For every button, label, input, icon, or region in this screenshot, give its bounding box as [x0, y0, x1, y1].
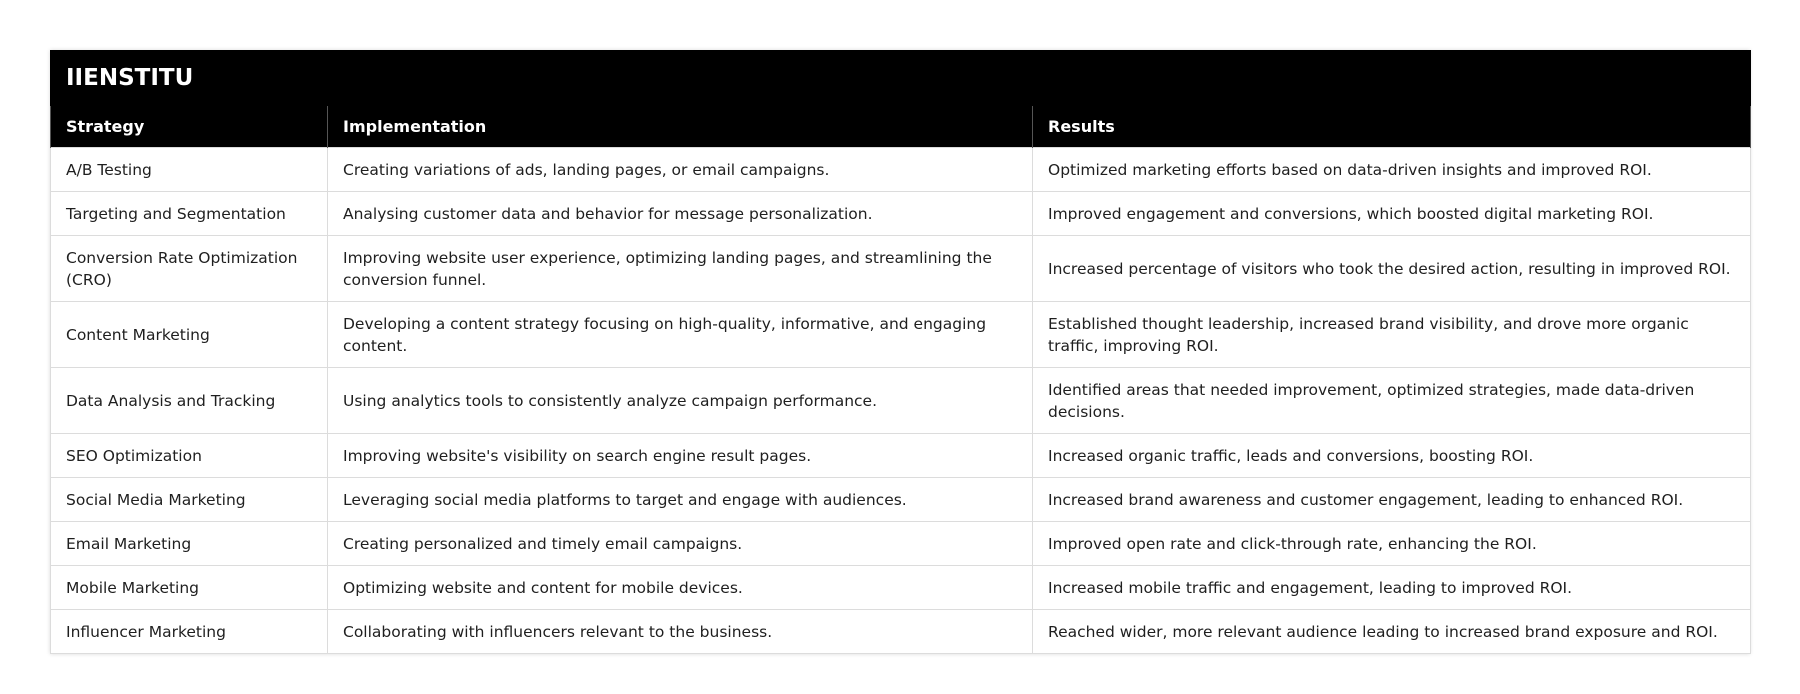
implementation-cell: Improving website user experience, optimizing landing pages, and streamlining the conversion funnel. [328, 236, 1033, 302]
column-header-results: Results [1033, 106, 1751, 148]
strategy-cell: Influencer Marketing [51, 610, 328, 654]
implementation-cell: Developing a content strategy focusing on high-quality, informative, and engaging content. [328, 302, 1033, 368]
implementation-cell: Collaborating with influencers relevant to the business. [328, 610, 1033, 654]
strategy-cell: Email Marketing [51, 522, 328, 566]
results-cell: Increased brand awareness and customer engagement, leading to enhanced ROI. [1033, 478, 1751, 522]
implementation-cell: Improving website's visibility on search engine result pages. [328, 434, 1033, 478]
results-cell: Increased percentage of visitors who took the desired action, resulting in improved ROI. [1033, 236, 1751, 302]
results-cell: Improved open rate and click-through rate, enhancing the ROI. [1033, 522, 1751, 566]
implementation-cell: Analysing customer data and behavior for message personalization. [328, 192, 1033, 236]
implementation-cell: Using analytics tools to consistently analyze campaign performance. [328, 368, 1033, 434]
results-cell: Increased mobile traffic and engagement, leading to improved ROI. [1033, 566, 1751, 610]
results-cell: Reached wider, more relevant audience leading to increased brand exposure and ROI. [1033, 610, 1751, 654]
strategy-cell: Social Media Marketing [51, 478, 328, 522]
implementation-cell: Optimizing website and content for mobile devices. [328, 566, 1033, 610]
results-cell: Improved engagement and conversions, which boosted digital marketing ROI. [1033, 192, 1751, 236]
table-row [51, 610, 1751, 654]
column-header-strategy: Strategy [51, 106, 328, 148]
table-title-row [51, 51, 1751, 106]
table-row [51, 522, 1751, 566]
implementation-cell: Creating variations of ads, landing pages, or email campaigns. [328, 148, 1033, 192]
strategy-cell: Data Analysis and Tracking [51, 368, 328, 434]
table-row [51, 566, 1751, 610]
strategy-cell: Conversion Rate Optimization (CRO) [51, 236, 328, 302]
results-cell: Identified areas that needed improvement, optimized strategies, made data-driven decisions. [1033, 368, 1751, 434]
table-title: IIENSTITU [51, 51, 1751, 106]
column-header-implementation: Implementation [328, 106, 1033, 148]
table-row [51, 434, 1751, 478]
table-row [51, 192, 1751, 236]
strategy-cell: Targeting and Segmentation [51, 192, 328, 236]
strategy-cell: SEO Optimization [51, 434, 328, 478]
table-header-row [51, 106, 1751, 148]
table-row [51, 478, 1751, 522]
table-row [51, 236, 1751, 302]
implementation-cell: Creating personalized and timely email campaigns. [328, 522, 1033, 566]
strategy-table [50, 50, 1751, 654]
results-cell: Optimized marketing efforts based on data-driven insights and improved ROI. [1033, 148, 1751, 192]
table-row [51, 302, 1751, 368]
results-cell: Increased organic traffic, leads and conversions, boosting ROI. [1033, 434, 1751, 478]
strategy-table-container [50, 50, 1750, 654]
table-row [51, 368, 1751, 434]
implementation-cell: Leveraging social media platforms to target and engage with audiences. [328, 478, 1033, 522]
table-row [51, 148, 1751, 192]
strategy-cell: A/B Testing [51, 148, 328, 192]
strategy-cell: Content Marketing [51, 302, 328, 368]
strategy-cell: Mobile Marketing [51, 566, 328, 610]
results-cell: Established thought leadership, increased brand visibility, and drove more organic traffic, improving ROI. [1033, 302, 1751, 368]
